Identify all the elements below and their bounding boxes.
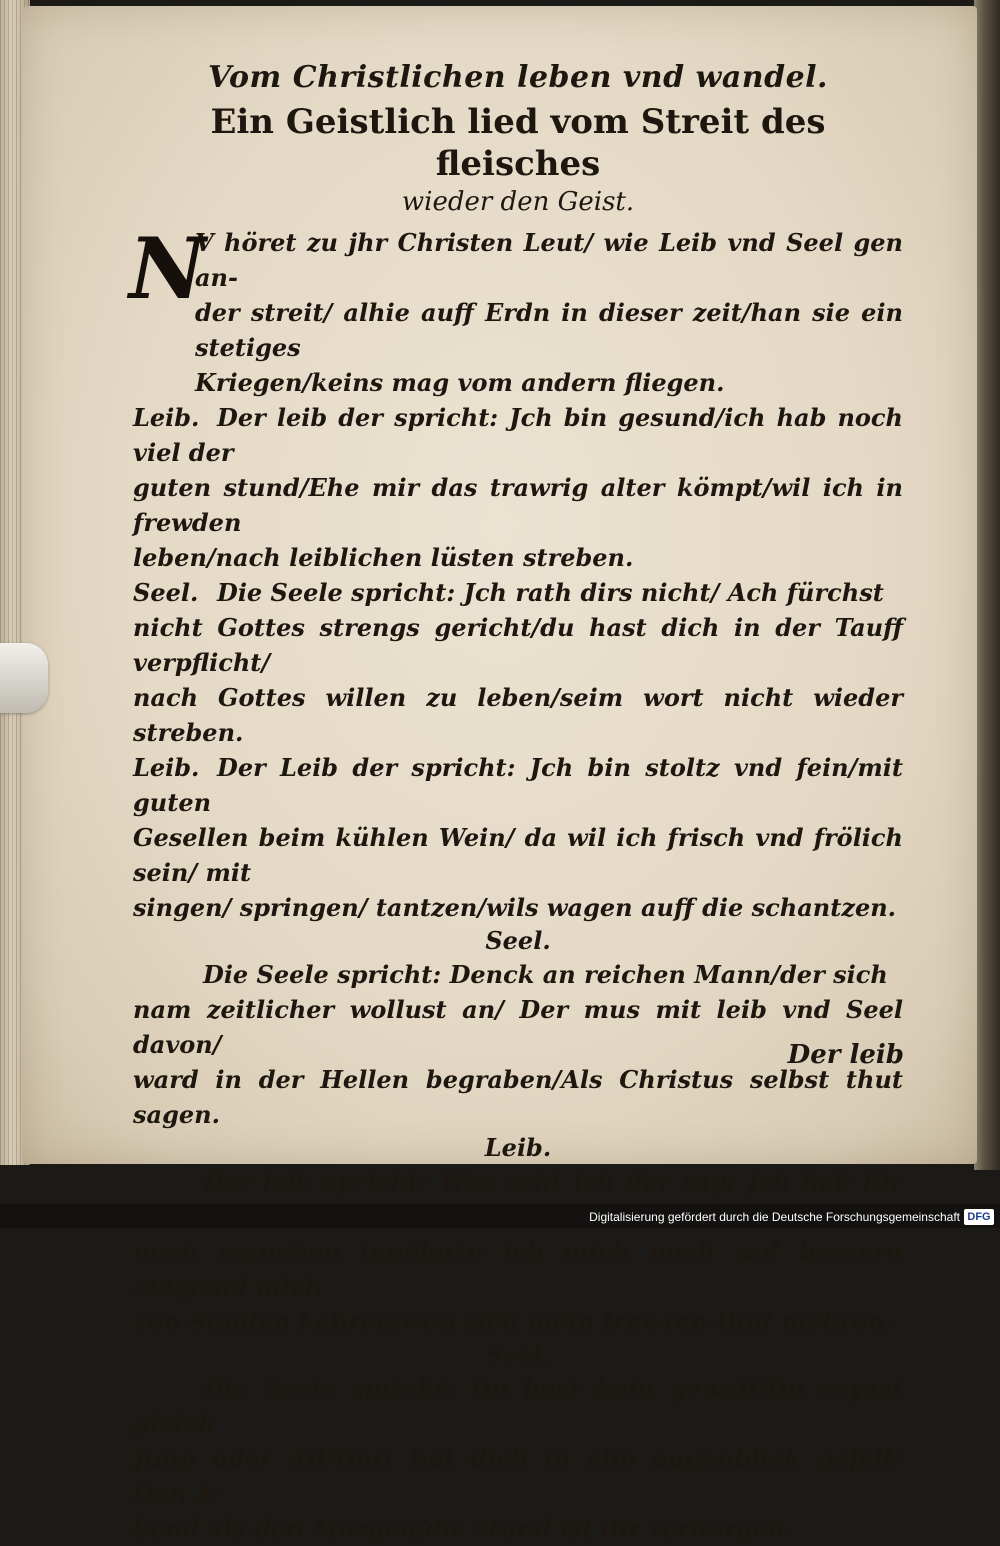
speaker-heading: Seel. (485, 1340, 551, 1369)
page-text-block (129, 60, 903, 1546)
speaker-label: Leib. (133, 753, 200, 782)
verse-line: bend als den Morgen/die stund ist dir verborgen. (133, 1514, 794, 1543)
footer-bar (0, 1204, 1000, 1228)
verse-line: noch manchen tag/darin ich mich noch wol bessern mag/vnd mich (133, 1237, 903, 1301)
verse-line: V höret zu jhr Christen Leut/ wie Leib vnd Seel gen an- (195, 228, 903, 292)
stanza-4 (133, 750, 903, 925)
verse-line-with-speaker (133, 400, 903, 470)
speaker-heading: Seel. (485, 926, 551, 955)
song-title: Ein Geistlich lied vom Streit des fleisches (210, 102, 826, 184)
verse-text: Die Seele spricht: Jch rath dirs nicht/ Ach fürchst (217, 578, 884, 607)
stanza-1 (129, 219, 903, 400)
running-head: Vom Christlichen leben vnd wandel. (207, 60, 829, 95)
verse-line-with-speaker (133, 575, 903, 610)
decorated-initial: N (129, 219, 206, 318)
song-subtitle: wieder den Geist. (401, 187, 635, 217)
stanza-3 (133, 575, 903, 750)
stanza-7 (133, 1371, 903, 1546)
verse-line: singen/ springen/ tantzen/wils wagen auff die schantzen. (133, 893, 897, 922)
speaker-heading: Leib. (484, 1133, 552, 1162)
verse-line: nach Gottes willen zu leben/seim wort nicht wieder streben. (133, 683, 903, 747)
verse-line: von Sünden kehren/wen sich mein trawren thut mehren. (133, 1307, 894, 1336)
speaker-label: Leib. (133, 403, 200, 432)
verse-text: Der Leib der spricht: Jch bin stoltz vnd fein/mit guten (133, 753, 903, 817)
dfg-logo: DFG (964, 1209, 994, 1225)
verse-line: ward in der Hellen begraben/Als Christus selbst thut sagen. (133, 1065, 903, 1129)
verse-line: der streit/ alhie auff Erdn in dieser zeit/han sie ein stetiges (195, 298, 903, 362)
verse-text: Der leib der spricht: Jch bin gesund/ich hab noch viel der (133, 403, 903, 467)
verse-line-with-speaker (133, 750, 903, 820)
catchword: Der leib (787, 1040, 904, 1070)
page-clip (0, 643, 48, 713)
verse-line: Die Seele spricht: Denck an reichen Mann/der sich (203, 960, 888, 989)
verse-line: leben/nach leiblichen lüsten streben. (133, 543, 634, 572)
verse-line: Jung oder Alt/Gott hat dich in eim augenblick gefelt/ Den A- (133, 1444, 903, 1508)
verse-line: Die Seele spricht: Du hast kein gewalt/Du seyest gleich (133, 1374, 903, 1438)
verse-line: Gesellen beim kühlen Wein/ da wil ich frisch vnd frölich sein/ mit (133, 823, 903, 887)
speaker-label: Seel. (133, 578, 199, 607)
verse-line: Der leib spricht: Was acht ich der sag/ Jch hab für (203, 1167, 903, 1196)
book-spine-edge (974, 0, 1000, 1170)
verse-line: guten stund/Ehe mir das trawrig alter kömpt/wil ich in frewden (133, 473, 903, 537)
verse-line: Kriegen/keins mag vom andern fliegen. (195, 368, 725, 397)
verse-line: nam zeitlicher wollust an/ Der mus mit leib vnd Seel davon/ (133, 995, 903, 1059)
footer-credit: Digitalisierung gefördert durch die Deutsche Forschungsgemeinschaft (589, 1210, 960, 1224)
stanza-6 (133, 1164, 903, 1339)
verse-line: nicht Gottes strengs gericht/du hast dich in der Tauff verpflicht/ (133, 613, 903, 677)
stanza-2 (133, 400, 903, 575)
